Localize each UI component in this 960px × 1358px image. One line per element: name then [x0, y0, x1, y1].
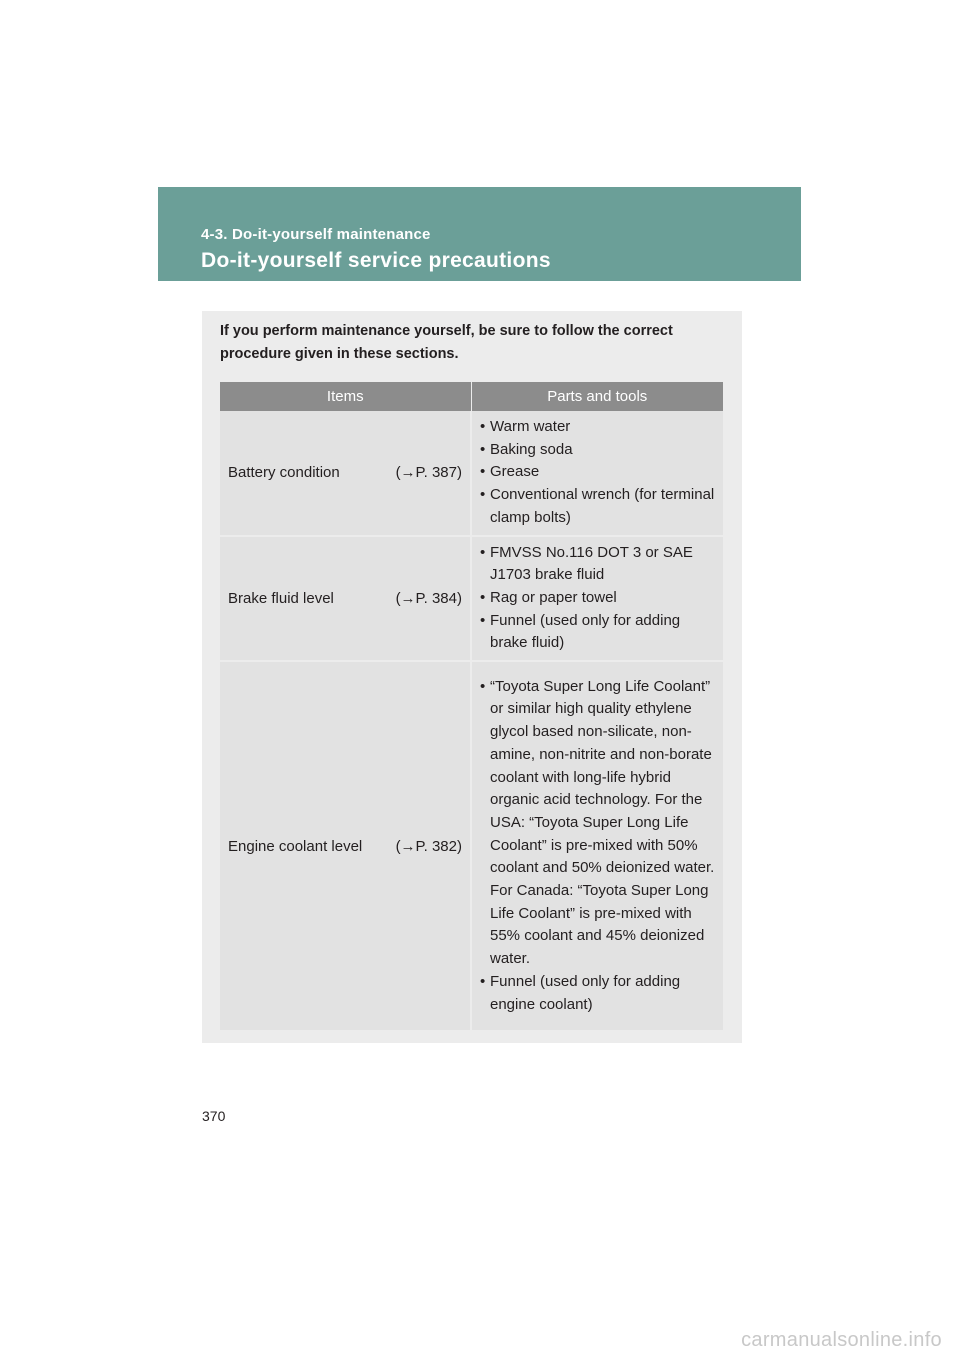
table-row-brake-fluid [220, 536, 723, 662]
list-item: • Warm water [480, 416, 717, 439]
section-label: 4-3. Do-it-yourself maintenance [201, 226, 431, 243]
intro-text: If you perform maintenance yourself, be sure to follow the correct procedure given in these sections. [220, 323, 673, 362]
column-header-parts: Parts and tools [471, 382, 723, 411]
parts-list [480, 676, 717, 1017]
list-item: • Grease [480, 461, 717, 484]
content-panel [202, 311, 742, 1043]
item-name: Brake fluid level [228, 589, 334, 607]
column-header-items: Items [220, 382, 471, 411]
page-reference-link[interactable]: (→P. 382) [395, 837, 462, 855]
page-reference-link[interactable]: (→P. 384) [395, 589, 462, 607]
list-item: • FMVSS No.116 DOT 3 or SAE J1703 brake fluid [480, 542, 717, 587]
parts-list [480, 542, 717, 656]
table-header-row [220, 382, 723, 411]
item-name: Engine coolant level [228, 837, 363, 855]
parts-cell [471, 411, 723, 536]
watermark-text: carmanualsonline.info [741, 1329, 942, 1351]
parts-cell [471, 661, 723, 1031]
item-cell [220, 661, 471, 1031]
table-row-battery [220, 411, 723, 536]
parts-list [480, 416, 717, 530]
table-row-engine-coolant [220, 661, 723, 1031]
list-item: • Conventional wrench (for terminal clamp bolts) [480, 484, 717, 529]
parts-table [220, 382, 723, 1032]
list-item: • Funnel (used only for adding engine coolant) [480, 971, 717, 1016]
page-number: 370 [202, 1108, 226, 1124]
page-title: Do-it-yourself service precautions [201, 249, 551, 272]
item-name: Battery condition [228, 464, 340, 482]
list-item: • Baking soda [480, 439, 717, 462]
parts-cell [471, 536, 723, 662]
page-reference-link[interactable]: (→P. 387) [395, 464, 462, 482]
item-cell [220, 411, 471, 536]
item-cell [220, 536, 471, 662]
section-header-band [158, 187, 801, 281]
list-item: • Rag or paper towel [480, 587, 717, 610]
list-item: • “Toyota Super Long Life Coolant” or similar high quality ethylene glycol based non-silicate, non-amine, non-nitrite and non-borate coolant with long-life hybrid organic acid technology. For the USA: “Toyota Super Long Life Coolant” is pre-mixed with 50% coolant and 50% deionized water. For Canada: “Toyota Super Long Life Coolant” is pre-mixed with 55% coolant and 45% deionized water. [480, 676, 717, 971]
list-item: • Funnel (used only for adding brake fluid) [480, 610, 717, 655]
